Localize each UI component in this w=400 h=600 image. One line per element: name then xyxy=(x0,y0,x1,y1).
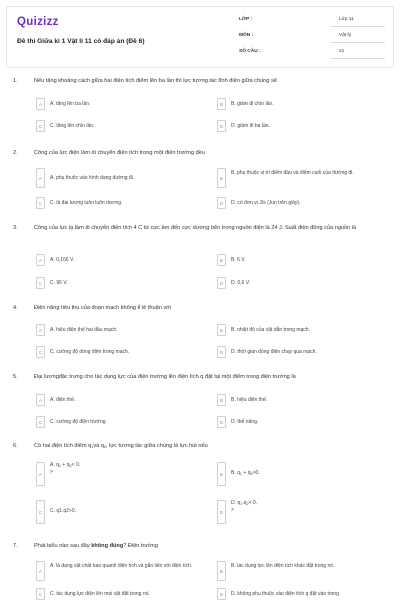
option-letter: D xyxy=(217,197,226,209)
question-text: Điện năng tiêu thụ của đoạn mạch không tỉ lệ thuận với xyxy=(34,305,172,311)
meta-panel xyxy=(239,13,385,65)
option-letter: A xyxy=(36,462,45,486)
option-text: A. điện thế. xyxy=(50,397,76,403)
option-text: D. giảm đi ba lần. xyxy=(231,123,270,129)
option-text: C. 96 V. xyxy=(50,280,68,286)
option-letter: D xyxy=(217,346,226,358)
option-text: A. hiệu điện thế hai đầu mạch. xyxy=(50,327,118,333)
option-letter: D xyxy=(217,120,226,132)
option-text: A. $q_1 + q_2< 0$. > xyxy=(50,462,81,476)
option-letter: B xyxy=(217,98,226,110)
question-text: Công của lực điện làm di chuyển điện tích trong một điện trường đều xyxy=(34,150,205,156)
question-number: 4. xyxy=(13,305,18,311)
meta-subject-label: MÔN : xyxy=(239,33,254,38)
option-letter: C xyxy=(36,120,45,132)
meta-subject-value: Vật lý xyxy=(339,33,351,38)
option-text: D. không phụ thuộc vào điện tích q đặt vào trong xyxy=(231,591,339,597)
meta-count-value: 21 xyxy=(339,49,345,54)
divider xyxy=(331,42,385,43)
option-text: A. 0,166 V. xyxy=(50,257,75,263)
option-letter: D xyxy=(217,588,226,600)
option-letter: B xyxy=(217,561,226,581)
option-text: D. thời gian dòng điện chạy qua mạch. xyxy=(231,349,317,355)
meta-class xyxy=(239,13,385,27)
option-text: B. giảm đi chín lần. xyxy=(231,101,274,107)
option-text: C. cường độ dòng điện trong mạch. xyxy=(50,349,130,355)
option-letter: B xyxy=(217,394,226,406)
meta-count xyxy=(239,45,385,59)
option-text: B. hiệu điện thế. xyxy=(231,397,268,403)
option-text: C. cường độ điện trường. xyxy=(50,419,107,425)
option-text: D. có đơn vị J/s (Jun trên giây). xyxy=(231,200,301,206)
option-text: B. $q_1 + q_2>0$. xyxy=(231,470,260,476)
option-letter: A xyxy=(36,394,45,406)
option-letter: B xyxy=(217,168,226,188)
option-text: C. tăng lên chín lần. xyxy=(50,123,95,129)
meta-subject xyxy=(239,29,385,43)
page-title: Đề thi Giữa kì 1 Vật lí 11 có đáp án (Đề 6) xyxy=(17,38,145,45)
question-number: 6. xyxy=(13,443,18,449)
option-letter: C xyxy=(36,197,45,209)
option-letter: B xyxy=(217,324,226,336)
option-text: A. tăng lên ba lần. xyxy=(50,101,91,107)
option-text: D. $q_1.q_2< 0$. > xyxy=(231,500,258,514)
question-text: Công của lực lạ làm di chuyển điện tích 4 C từ cực âm đến cực dương bên trong nguồn điện là 24 J. Suất điện động của nguồn là xyxy=(34,225,357,231)
question-number: 5. xyxy=(13,374,18,380)
meta-class-label: LỚP : xyxy=(239,17,253,22)
option-text: C. là đại lượng luôn luôn dương. xyxy=(50,200,123,206)
option-letter: A xyxy=(36,98,45,110)
option-text: B. nhiệt độ của vật dẫn trong mạch. xyxy=(231,327,310,333)
option-text: B. 6 V. xyxy=(231,257,246,263)
question-text: Nếu tăng khoảng cách giữa hai điện tích điểm lên ba lần thì lực tương tác tĩnh điện giữa chúng sẽ xyxy=(34,78,277,84)
option-text: C. tác dụng lực điện lên mọi vật đặt trong nó. xyxy=(50,591,150,597)
question-text: Đại lượngđặc trưng cho tác dụng lực của điện trường lên điện tích q đặt tại một điểm trong điện trường là xyxy=(34,374,296,380)
option-letter: A xyxy=(36,168,45,188)
question-number: 1. xyxy=(13,78,18,84)
option-letter: D xyxy=(217,500,226,524)
option-letter: C xyxy=(36,416,45,428)
option-letter: C xyxy=(36,346,45,358)
meta-class-value: Lớp 11 xyxy=(339,17,354,22)
option-text: C. q1.q2>0. xyxy=(50,508,76,514)
option-text: A. là dạng vật chất bao quanh điện tích và gắn liền với điện tích. xyxy=(50,562,193,569)
document-header xyxy=(6,6,394,68)
divider xyxy=(331,26,385,27)
question-number: 3. xyxy=(13,225,18,231)
question-number: 7. xyxy=(13,543,18,549)
question-text: Phát biểu nào sau đây không đúng? Điện trường xyxy=(34,543,159,549)
option-letter: C xyxy=(36,588,45,600)
option-letter: B xyxy=(217,462,226,486)
question-text: Có hai điện tích điểm $q_1và$ $q_2$, lực tương tác giữa chúng là lực hút nếu xyxy=(34,443,208,449)
option-letter: D xyxy=(217,416,226,428)
option-letter: C xyxy=(36,277,45,289)
option-letter: A xyxy=(36,254,45,266)
option-letter: B xyxy=(217,254,226,266)
option-text: B. phụ thuộc vị trí điểm đầu và điểm cuối của đường đi. xyxy=(231,169,354,176)
option-letter: D xyxy=(217,277,226,289)
question-number: 2. xyxy=(13,150,18,156)
option-text: B. tác dụng lực lên điện tích khác đặt trong nó. xyxy=(231,562,335,569)
option-text: A. phụ thuộc vào hình dạng đường đi. xyxy=(50,175,135,181)
option-letter: C xyxy=(36,500,45,524)
meta-count-label: SỐ CÂU : xyxy=(239,49,261,54)
option-letter: A xyxy=(36,324,45,336)
quizizz-logo: Quizizz xyxy=(17,16,59,28)
option-text: D. 0,6 V. xyxy=(231,280,250,286)
option-letter: A xyxy=(36,561,45,581)
divider xyxy=(331,58,385,59)
option-text: D. thế năng. xyxy=(231,419,259,425)
